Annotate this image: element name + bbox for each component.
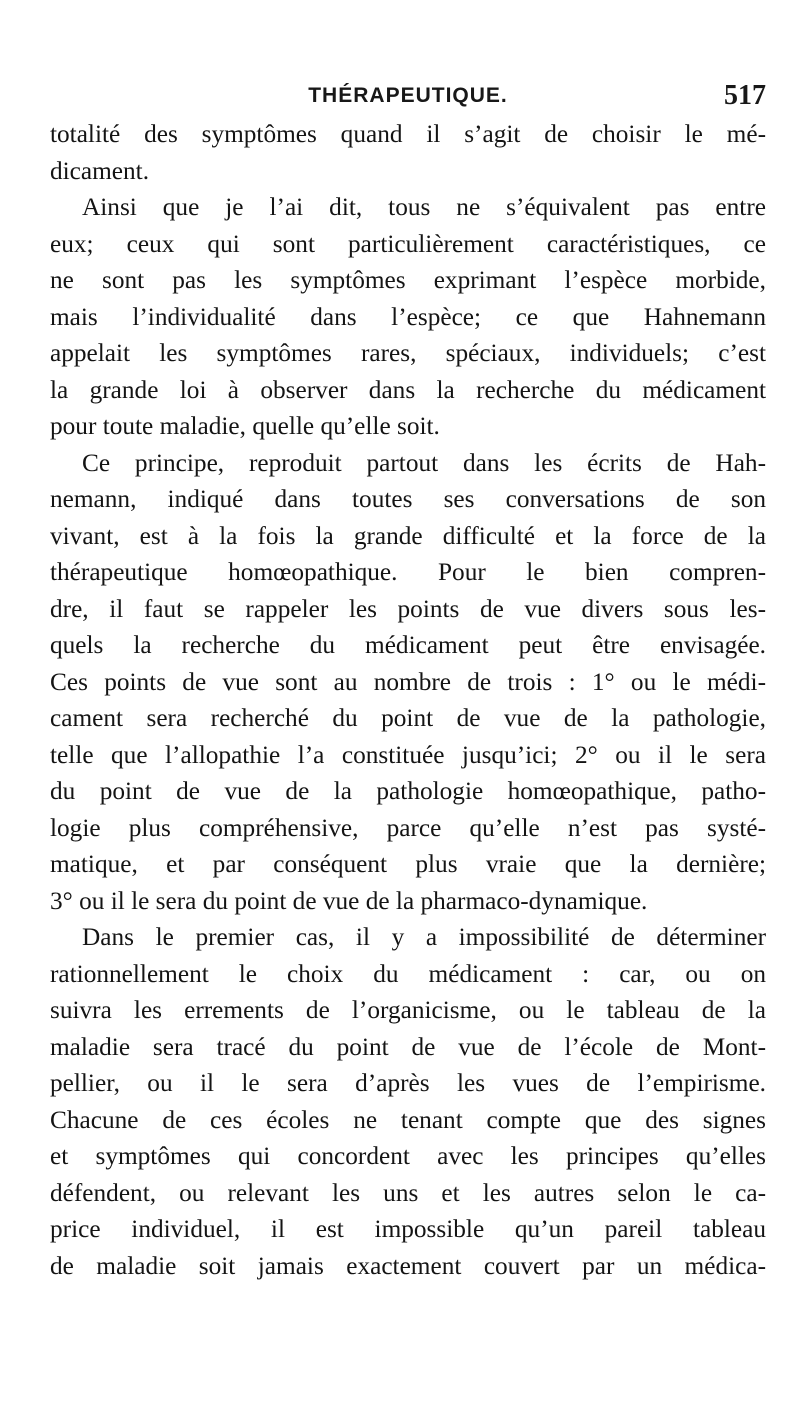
text-line: maladie sera tracé du point de vue de l’école de Mont-	[50, 1032, 766, 1061]
text-line: Chacune de ces écoles ne tenant compte que des signes	[50, 1105, 766, 1134]
text-line: pellier, ou il le sera d’après les vues de l’empirisme.	[50, 1069, 766, 1097]
text-line: Ainsi que je l’ai dit, tous ne s’équivalent pas entre	[82, 193, 766, 221]
text-line: ne sont pas les symptômes exprimant l’espèce morbide,	[50, 266, 766, 294]
text-line: pour toute maladie, quelle qu’elle soit.	[50, 412, 440, 440]
text-line: appelait les symptômes rares, spéciaux, individuels; c’est	[50, 339, 766, 367]
page-number: 517	[724, 80, 766, 111]
text-line: la grande loi à observer dans la recherche du médicament	[50, 375, 766, 404]
text-line: totalité des symptômes quand il s’agit de choisir le mé-	[50, 120, 766, 148]
text-line: et symptômes qui concordent avec les principes qu’elles	[50, 1142, 766, 1170]
running-head	[50, 80, 766, 116]
text-line: vivant, est à la fois la grande difficulté et la force de la	[50, 521, 766, 550]
text-line: quels la recherche du médicament peut être envisagée.	[50, 631, 766, 659]
text-line: de maladie soit jamais exactement couvert par un médica-	[50, 1251, 766, 1280]
text-line: Dans le premier cas, il y a impossibilité de déterminer	[82, 923, 766, 951]
running-title: THÉRAPEUTIQUE.	[308, 84, 508, 107]
text-line: nemann, indiqué dans toutes ses conversations de son	[50, 485, 766, 513]
text-line: du point de vue de la pathologie homœopathique, patho-	[50, 777, 766, 805]
text-line: eux; ceux qui sont particulièrement caractéristiques, ce	[50, 229, 766, 258]
text-line: Ces points de vue sont au nombre de trois : 1° ou le médi-	[50, 667, 766, 696]
text-line: défendent, ou relevant les uns et les autres selon le ca-	[50, 1178, 766, 1207]
text-line: mais l’individualité dans l’espèce; ce que Hahnemann	[50, 302, 766, 331]
text-line: rationnellement le choix du médicament : car, ou on	[50, 959, 766, 988]
text-line: dicament.	[50, 156, 150, 185]
text-line: telle que l’allopathie l’a constituée jusqu’ici; 2° ou il le sera	[50, 740, 766, 769]
text-line: price individuel, il est impossible qu’un pareil tableau	[50, 1215, 766, 1243]
text-line: Ce principe, reproduit partout dans les écrits de Hah-	[82, 448, 766, 477]
text-line: dre, il faut se rappeler les points de vue divers sous les-	[50, 594, 766, 623]
text-line: logie plus compréhensive, parce qu’elle n’est pas systé-	[50, 813, 766, 842]
text-line: matique, et par conséquent plus vraie que la dernière;	[50, 850, 766, 878]
text-line: suivra les errements de l’organicisme, ou le tableau de la	[50, 996, 766, 1024]
text-line: cament sera recherché du point de vue de la pathologie,	[50, 704, 766, 732]
text-line: 3° ou il le sera du point de vue de la pharmaco-dynamique.	[50, 886, 648, 915]
text-line: thérapeutique homœopathique. Pour le bien compren-	[50, 558, 766, 586]
body-text	[50, 116, 766, 1284]
